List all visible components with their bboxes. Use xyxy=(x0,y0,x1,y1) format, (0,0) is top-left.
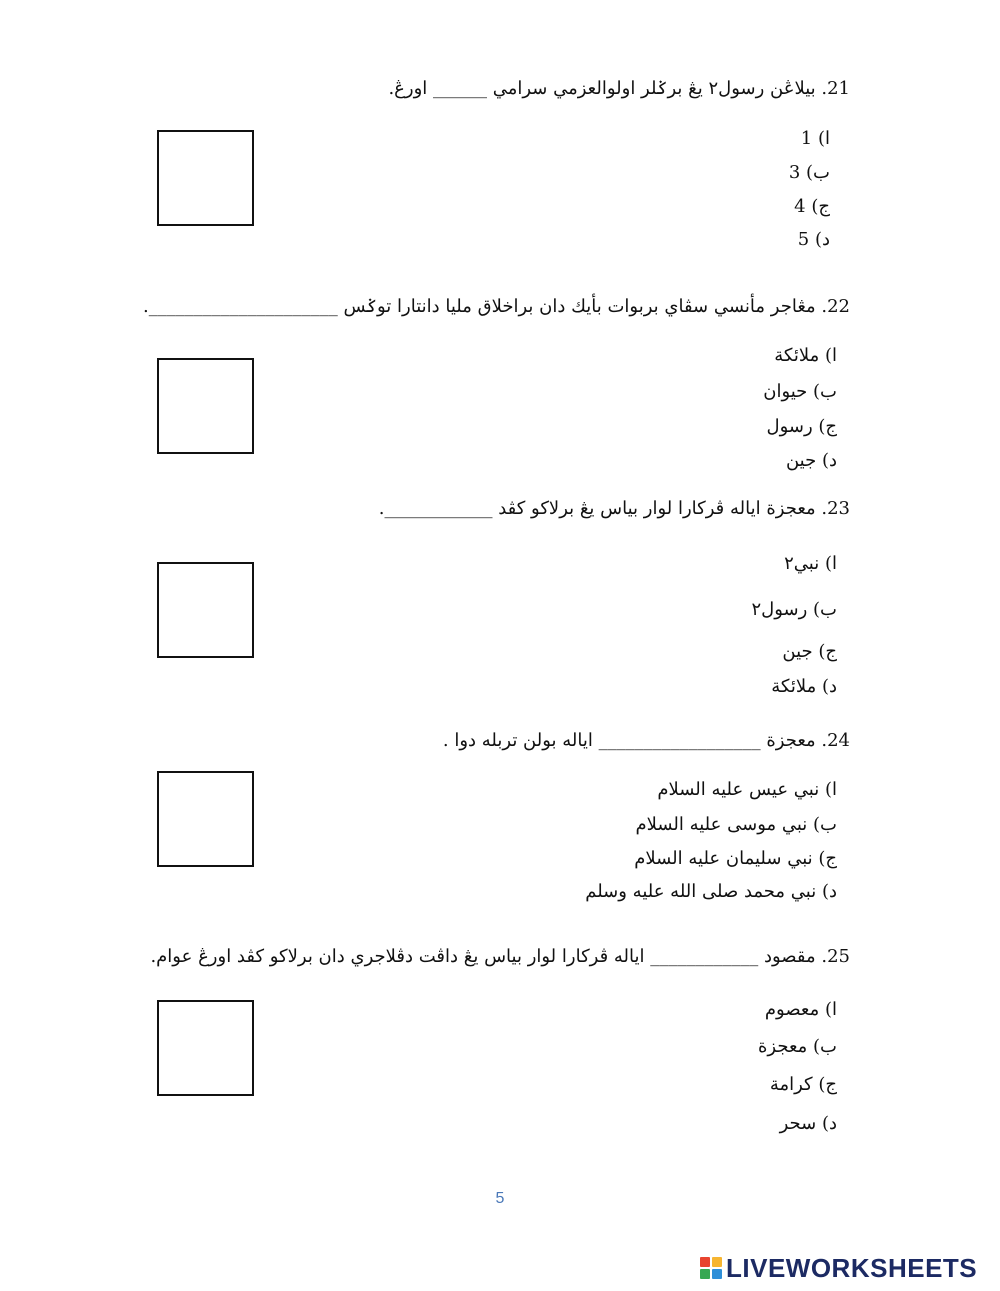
q21-option-c: ج) 4 xyxy=(794,196,830,217)
logo-tile-3 xyxy=(700,1269,710,1279)
q24-option-c: ج) نبي سليمان عليه السلام xyxy=(634,848,837,869)
q21-answer-box[interactable] xyxy=(157,130,254,226)
q25-option-c: ج) كرامة xyxy=(769,1074,837,1095)
q24-option-b: ب) نبي موسى عليه السلام xyxy=(635,814,837,835)
q24-option-a: ا) نبي عيس عليه السلام xyxy=(657,779,837,800)
question-25-text: 25. مقصود ____________ اياله ڤركارا لوار بياس يڠ داڤت دڤلاجري دان برلاکو کڤد اورڠ عوام. xyxy=(150,946,850,967)
q25-answer-box[interactable] xyxy=(157,1000,254,1096)
q24-answer-box[interactable] xyxy=(157,771,254,867)
question-22-text: 22. مڠاجر مأنسي سڤاي بربوات بأيك دان براخلاق مليا دانتارا توݢس _____________________. xyxy=(143,296,850,317)
q22-option-d: د) جين xyxy=(785,450,837,471)
q22-option-c: ج) رسول xyxy=(766,416,837,437)
q23-answer-box[interactable] xyxy=(157,562,254,658)
q25-option-b: ب) معجزة xyxy=(758,1036,837,1057)
logo-tile-2 xyxy=(712,1257,722,1267)
liveworksheets-logo xyxy=(700,1253,977,1283)
question-21-text: 21. بيلاڠن رسول٢ يڠ برݢلر اولوالعزمي سرامي ______ اورڠ. xyxy=(388,78,850,99)
q23-option-b: ب) رسول٢ xyxy=(751,599,837,620)
logo-mark-icon xyxy=(700,1257,722,1279)
q21-option-d: د) 5 xyxy=(797,229,830,250)
logo-tile-1 xyxy=(700,1257,710,1267)
q23-option-a: ا) نبي٢ xyxy=(784,553,837,574)
q25-option-d: د) سحر xyxy=(779,1113,837,1134)
q21-option-b: ب) 3 xyxy=(788,162,830,183)
question-23-text: 23. معجزة اياله ڤركارا لوار بياس يڠ برلاکو کڤد ____________. xyxy=(378,498,850,519)
q22-option-b: ب) حيوان xyxy=(763,381,837,402)
logo-text: LIVEWORKSHEETS xyxy=(726,1252,978,1283)
question-24-text: 24. معجزة __________________ اياله بولن تربله دوا . xyxy=(442,730,850,751)
q24-option-d: د) نبي محمد صلى الله عليه وسلم xyxy=(585,881,837,902)
q22-answer-box[interactable] xyxy=(157,358,254,454)
q21-option-a: ا) 1 xyxy=(800,128,830,149)
q25-option-a: ا) معصوم xyxy=(764,999,837,1020)
q23-option-d: د) ملائكة xyxy=(771,676,837,697)
q22-option-a: ا) ملائكة xyxy=(774,345,837,366)
logo-tile-4 xyxy=(712,1269,722,1279)
q23-option-c: ج) جين xyxy=(782,641,837,662)
page-number: 5 xyxy=(495,1190,505,1207)
